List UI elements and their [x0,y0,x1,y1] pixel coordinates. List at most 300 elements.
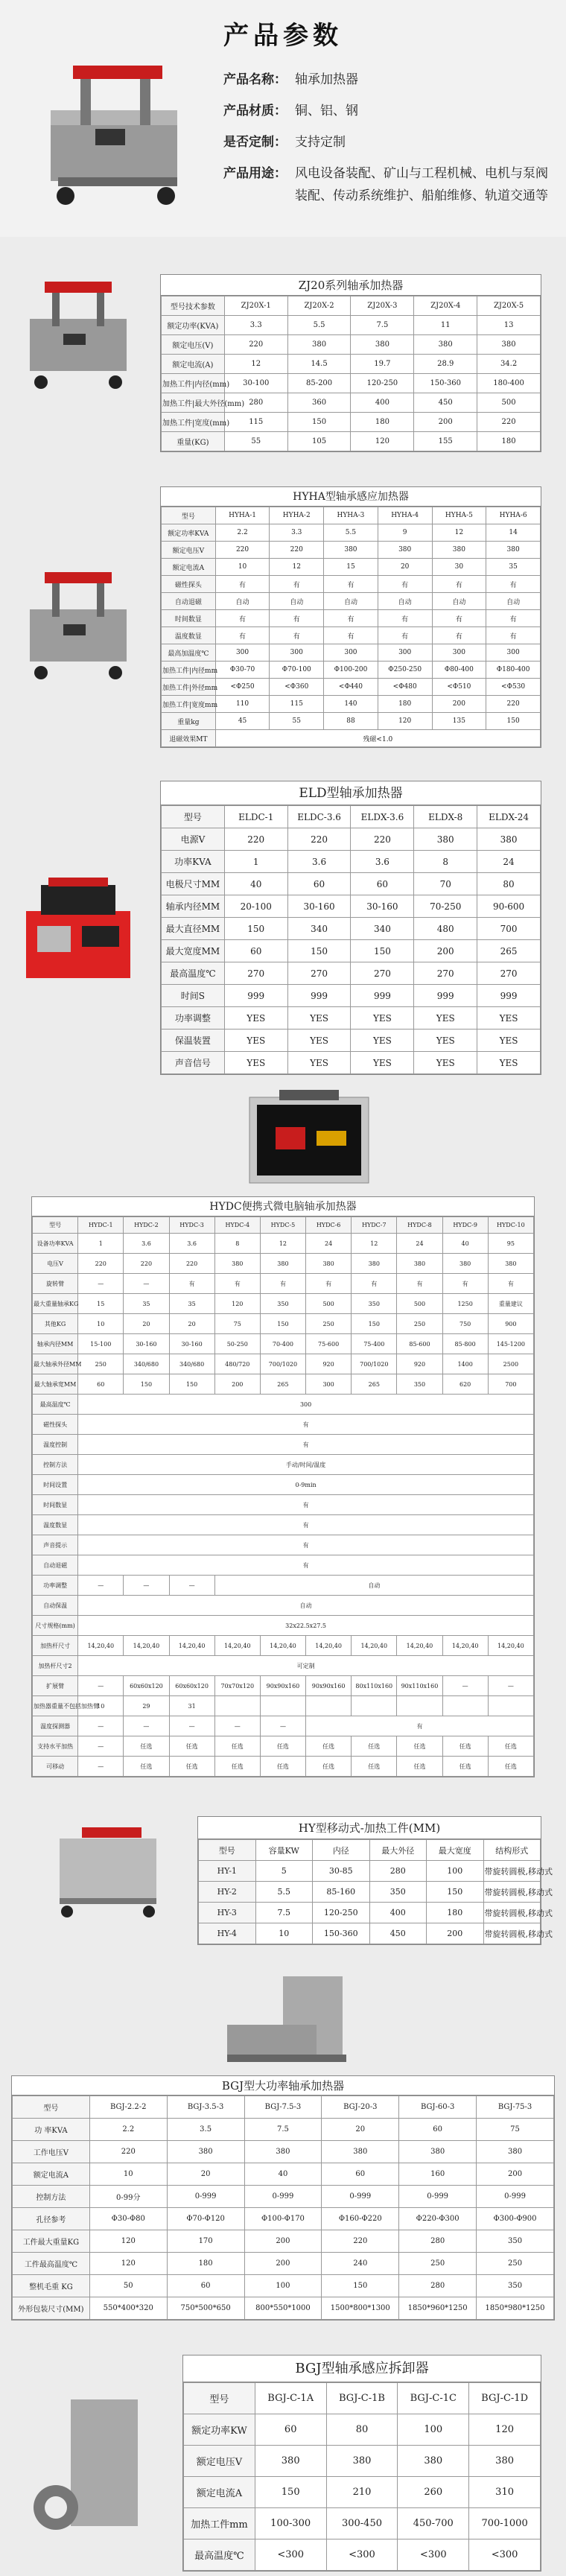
table-cell: 0-999 [167,2186,244,2208]
table-cell: 265 [352,1374,397,1395]
table-cell: 150 [427,1882,484,1903]
table-cell: 32x22.5x27.5 [78,1616,534,1636]
table-cell: 80x110x160 [352,1676,397,1696]
table-cell: 85-600 [397,1334,442,1354]
table-cell: 35 [169,1294,214,1314]
row-label: 重量kg [162,713,216,730]
table-cell: 有 [260,1274,305,1294]
table-cell: 220 [270,542,324,559]
table-cell: 180-400 [477,374,541,393]
table-cell: ELDC-3.6 [287,806,351,828]
table-cell: 340/680 [124,1354,169,1374]
table-row [184,2446,541,2477]
table-cell: 700-1000 [469,2508,541,2539]
table-row [162,662,541,679]
table-cell: 150 [260,1314,305,1334]
table-row [162,610,541,627]
table-cell: 有 [270,627,324,644]
table-cell: Φ80-400 [432,662,486,679]
table-cell: 90x90x160 [306,1676,352,1696]
table-cell: 3.6 [287,851,351,873]
table-cell: 0-999 [477,2186,554,2208]
table-cell: 340 [351,918,414,940]
table-row [33,1596,534,1616]
table-cell: 12 [432,524,486,542]
table-cell: 220 [89,2141,167,2163]
table-row [162,355,541,374]
hy-section [0,1809,566,1973]
table-cell: 40 [244,2163,322,2186]
table-cell: 3.3 [270,524,324,542]
eld-spec-table [161,805,541,1074]
table-cell: 350 [477,2230,554,2253]
table-cell: 24 [477,851,541,873]
header-cell: 型号 [33,1217,78,1234]
row-label: 加热工件|宽度mm [162,696,216,713]
table-row [13,2230,554,2253]
table-cell: — [78,1576,124,1596]
row-label: 额定电流A [162,559,216,576]
table-cell: YES [477,1052,541,1074]
row-label: 加热器重量不包括加热臂 [33,1696,78,1716]
table-cell: <300 [398,2539,469,2571]
table-row [13,2208,554,2230]
table-row [162,507,541,524]
table-cell: 480 [414,918,477,940]
header-cell: HYDC-3 [169,1217,214,1234]
table-cell: ELDX-3.6 [351,806,414,828]
table-cell: 380 [326,2446,398,2477]
table-cell: 任选 [488,1736,533,1757]
zj20-section [0,237,566,483]
table-cell: 200 [414,413,477,432]
table-cell: 任选 [169,1757,214,1777]
table-cell: ZJ20X-5 [477,296,541,316]
table-cell: 1400 [442,1354,488,1374]
table-cell: 50-250 [214,1334,260,1354]
table-row [162,1030,541,1052]
header-cell: HYDC-6 [306,1217,352,1234]
table-cell: 10 [89,2163,167,2186]
table-cell: 920 [397,1354,442,1374]
table-cell: BGJ-C-1A [255,2383,326,2414]
table-cell: — [488,1676,533,1696]
table-cell: 有 [78,1535,534,1555]
table-cell: 620 [442,1374,488,1395]
table-cell: 220 [215,542,270,559]
table-cell: 容量KW [255,1840,313,1861]
table-cell: 300-450 [326,2508,398,2539]
table-cell: 380 [399,2141,477,2163]
row-label: 自动保温 [33,1596,78,1616]
table-cell: 有 [378,610,432,627]
table-row [13,2163,554,2186]
hyha-table [160,486,541,748]
table-cell: 150 [255,2477,326,2508]
table-cell: 15 [324,559,378,576]
table-cell: 300 [432,644,486,662]
table-cell [397,1696,442,1716]
row-label: 型号技术参数 [162,296,225,316]
hy-spec-table [198,1839,553,1944]
table-row [199,1882,541,1903]
table-cell: 30 [432,559,486,576]
table-cell: 自动 [78,1596,534,1616]
table-cell: Φ100-200 [324,662,378,679]
table-cell: <300 [469,2539,541,2571]
row-label: 加热工件|内径(mm) [162,374,225,393]
table-cell: 300 [78,1395,534,1415]
table-row [162,962,541,985]
row-label: 加热工件|内径mm [162,662,216,679]
table-cell: 7.5 [255,1903,313,1923]
table-cell: — [78,1716,124,1736]
table-cell: 有 [270,576,324,593]
table-cell: 2.2 [215,524,270,542]
table-cell: <Φ250 [215,679,270,696]
table-cell: 200 [214,1374,260,1395]
row-label: 保温装置 [162,1030,225,1052]
table-cell: 310 [469,2477,541,2508]
table-cell: 250 [399,2253,477,2275]
table-cell: 260 [398,2477,469,2508]
table-cell: 340 [287,918,351,940]
table-cell: 有 [78,1415,534,1435]
table-cell: 任选 [488,1757,533,1777]
table-cell: 150 [486,713,541,730]
table-cell: YES [224,1007,287,1030]
table-cell: BGJ-60-3 [399,2096,477,2119]
table-cell: 135 [432,713,486,730]
table-cell: 有 [324,576,378,593]
table-cell: 有 [78,1435,534,1455]
table-cell: 14,20,40 [352,1636,397,1656]
row-label: 额定电流A [13,2163,90,2186]
table-row [13,2186,554,2208]
table-cell: 34.2 [477,355,541,374]
table-cell: BGJ-2.2-2 [89,2096,167,2119]
table-cell: 265 [260,1374,305,1395]
row-label: HY-4 [199,1923,256,1944]
table-cell: 80 [326,2414,398,2446]
table-cell: 170 [167,2230,244,2253]
table-cell: 0-999 [399,2186,477,2208]
table-cell: 40 [442,1234,488,1254]
table-cell: 120 [89,2253,167,2275]
table-cell: 180 [378,696,432,713]
table-cell: 1250 [442,1294,488,1314]
table-cell: BGJ-3.5-3 [167,2096,244,2119]
table-cell: 40 [224,873,287,895]
table-cell: 75-600 [306,1334,352,1354]
table-cell: 12 [260,1234,305,1254]
bgj-section [0,1973,566,2344]
table-cell: 300 [215,644,270,662]
table-cell: 700/1020 [352,1354,397,1374]
hyha-product-image [15,572,142,684]
table-cell: 有 [486,627,541,644]
table-cell: BGJ-75-3 [477,2096,554,2119]
bgjc-spec-table [183,2382,541,2571]
table-cell: 150 [287,940,351,962]
table-cell: 999 [414,985,477,1007]
table-row [33,1435,534,1455]
table-cell: 2500 [488,1354,533,1374]
table-cell: 有 [306,1716,534,1736]
row-label: 功率调整 [162,1007,225,1030]
table-cell: 30-85 [313,1861,370,1882]
table-row [162,393,541,413]
table-cell: 380 [398,2446,469,2477]
table-cell: 自动 [215,593,270,610]
table-cell: 8 [214,1234,260,1254]
table-cell: 160 [399,2163,477,2186]
row-label: 额定功率KVA [162,524,216,542]
table-cell: 280 [224,393,287,413]
table-cell: 有 [378,576,432,593]
table-cell: 最大宽度 [427,1840,484,1861]
table-cell: 280 [369,1861,427,1882]
table-cell: 150-360 [414,374,477,393]
hydc-section [0,1190,566,1809]
table-cell: 有 [486,576,541,593]
table-cell: 有 [270,610,324,627]
row-label: 最高温度℃ [33,1395,78,1415]
table-cell: 带旋转圆极,移动式 [483,1882,541,1903]
bgj-spec-table [12,2096,554,2320]
row-label: 磁性探头 [162,576,216,593]
table-cell: YES [414,1030,477,1052]
bgj-product-image [223,1973,357,2073]
table-cell: 自动 [324,593,378,610]
table-cell: 1850*960*1250 [399,2297,477,2320]
table-cell: 450 [414,393,477,413]
table-cell: 180 [427,1903,484,1923]
table-cell: BGJ-C-1B [326,2383,398,2414]
table-cell: 任选 [260,1736,305,1757]
row-label: 工作电压V [13,2141,90,2163]
hyha-table-title: HYHA型轴承感应加热器 [161,487,541,507]
hydc-table [31,1196,535,1777]
table-row [33,1736,534,1757]
table-cell: 60 [399,2119,477,2141]
table-cell: — [124,1274,169,1294]
table-cell: 70 [414,873,477,895]
table-cell: 200 [414,940,477,962]
table-row [162,679,541,696]
row-label: 时间S [162,985,225,1007]
table-cell: — [169,1576,214,1596]
table-cell: 250 [78,1354,124,1374]
table-cell: 有 [324,627,378,644]
table-cell: 120 [89,2230,167,2253]
table-cell: 150 [352,1314,397,1334]
table-row [33,1636,534,1656]
table-cell: 35 [486,559,541,576]
table-cell: 220 [477,413,541,432]
table-cell: 任选 [214,1757,260,1777]
table-row [162,413,541,432]
table-cell [214,1696,260,1716]
table-cell: 220 [78,1254,124,1274]
table-cell: 350 [397,1374,442,1395]
table-cell: 90x110x160 [397,1676,442,1696]
table-row [162,576,541,593]
eld-table-title: ELD型轴承加热器 [161,781,541,805]
table-cell: 270 [224,962,287,985]
table-row [162,644,541,662]
table-row [33,1374,534,1395]
row-label: 加热工件|宽度(mm) [162,413,225,432]
table-cell: 14,20,40 [306,1636,352,1656]
table-cell: 任选 [352,1736,397,1757]
row-label: 功率KVA [162,851,225,873]
table-cell: 100 [398,2414,469,2446]
table-row [184,2539,541,2571]
table-cell: HYHA-1 [215,507,270,524]
table-cell: 5 [255,1861,313,1882]
table-cell: 150 [322,2275,399,2297]
row-label: 额定功率(KVA) [162,316,225,335]
table-cell: 120-250 [313,1903,370,1923]
table-cell: 90x90x160 [260,1676,305,1696]
table-cell: 100 [427,1861,484,1882]
table-cell: Φ70-Φ120 [167,2208,244,2230]
row-label: 最高温度℃ [162,962,225,985]
table-cell [306,1696,352,1716]
table-cell: 920 [306,1354,352,1374]
hero-section [0,0,566,237]
row-label: 磁性探头 [33,1415,78,1435]
table-cell: 380 [244,2141,322,2163]
table-cell: YES [287,1007,351,1030]
row-label: 额定电流A [184,2477,255,2508]
table-cell: Φ30-70 [215,662,270,679]
row-label: 时间设置 [33,1475,78,1495]
table-cell: 5.5 [287,316,351,335]
table-cell: 30-160 [351,895,414,918]
table-cell: 240 [322,2253,399,2275]
table-cell: 200 [427,1923,484,1944]
table-cell: Φ100-Φ170 [244,2208,322,2230]
row-label: 设备功率KVA [33,1234,78,1254]
table-cell: 60 [224,940,287,962]
table-row [162,918,541,940]
table-cell: 88 [324,713,378,730]
table-cell: <300 [326,2539,398,2571]
table-row [162,696,541,713]
bgjc-table-title: BGJ型轴承感应拆卸器 [183,2355,541,2382]
table-cell: 最大外径 [369,1840,427,1861]
table-cell: 13 [477,316,541,335]
table-cell: 30-160 [287,895,351,918]
table-cell: 270 [414,962,477,985]
table-row [33,1616,534,1636]
row-label: 其他KG [33,1314,78,1334]
table-cell: 任选 [260,1757,305,1777]
table-cell: 500 [306,1294,352,1314]
table-cell: 280 [399,2230,477,2253]
table-cell: 270 [477,962,541,985]
table-cell: 700 [477,918,541,940]
table-row [162,374,541,393]
row-label: 最大轴承外径MM [33,1354,78,1374]
table-cell: 有 [432,627,486,644]
table-cell: 120 [351,432,414,451]
table-cell: 有 [432,576,486,593]
table-cell: Φ300-Φ900 [477,2208,554,2230]
table-row [33,1656,534,1676]
table-cell: ZJ20X-3 [351,296,414,316]
table-cell: 有 [397,1274,442,1294]
table-cell: 220 [322,2230,399,2253]
row-label: 电源V [162,828,225,851]
table-cell: 999 [287,985,351,1007]
table-cell: <Φ440 [324,679,378,696]
table-row [13,2297,554,2320]
table-cell: 380 [287,335,351,355]
table-cell: 265 [477,940,541,962]
row-label: 型号 [13,2096,90,2119]
table-cell: 999 [351,985,414,1007]
row-label: 自动退磁 [162,593,216,610]
row-label: 整机毛重 KG [13,2275,90,2297]
table-cell: 28.9 [414,355,477,374]
table-cell: 999 [477,985,541,1007]
table-cell: — [78,1676,124,1696]
table-cell: 500 [397,1294,442,1314]
table-cell: 10 [215,559,270,576]
row-label: 时间数显 [162,610,216,627]
table-cell: 14,20,40 [442,1636,488,1656]
bgj-table [11,2075,555,2320]
row-label: 轴承内径MM [162,895,225,918]
table-cell: 15 [78,1294,124,1314]
table-cell: 11 [414,316,477,335]
table-row [184,2414,541,2446]
hydc-image-section [0,1079,566,1190]
table-cell: 9 [378,524,432,542]
table-cell: 300 [270,644,324,662]
table-cell: 0-9min [78,1475,534,1495]
row-label: 温度探测器 [33,1716,78,1736]
table-cell: 380 [477,335,541,355]
table-row [13,2253,554,2275]
table-cell: 2.2 [89,2119,167,2141]
table-cell: 有 [214,1274,260,1294]
hyha-section [0,483,566,766]
table-cell: 115 [224,413,287,432]
table-cell: 50 [89,2275,167,2297]
table-cell: 有 [488,1274,533,1294]
row-label: HY-2 [199,1882,256,1903]
table-cell: 350 [369,1882,427,1903]
zj20-product-image [15,282,142,393]
table-row [33,1395,534,1415]
table-row [162,1007,541,1030]
table-cell: 内径 [313,1840,370,1861]
eld-section [0,766,566,1079]
row-label: 最高温度℃ [184,2539,255,2571]
table-cell: 380 [477,828,541,851]
table-cell: 20 [124,1314,169,1334]
table-cell: 任选 [214,1736,260,1757]
table-cell: 7.5 [244,2119,322,2141]
row-label: 型号 [199,1840,256,1861]
table-cell: 14,20,40 [260,1636,305,1656]
zj20-table-title: ZJ20系列轴承加热器 [161,275,541,296]
table-cell: HYHA-2 [270,507,324,524]
